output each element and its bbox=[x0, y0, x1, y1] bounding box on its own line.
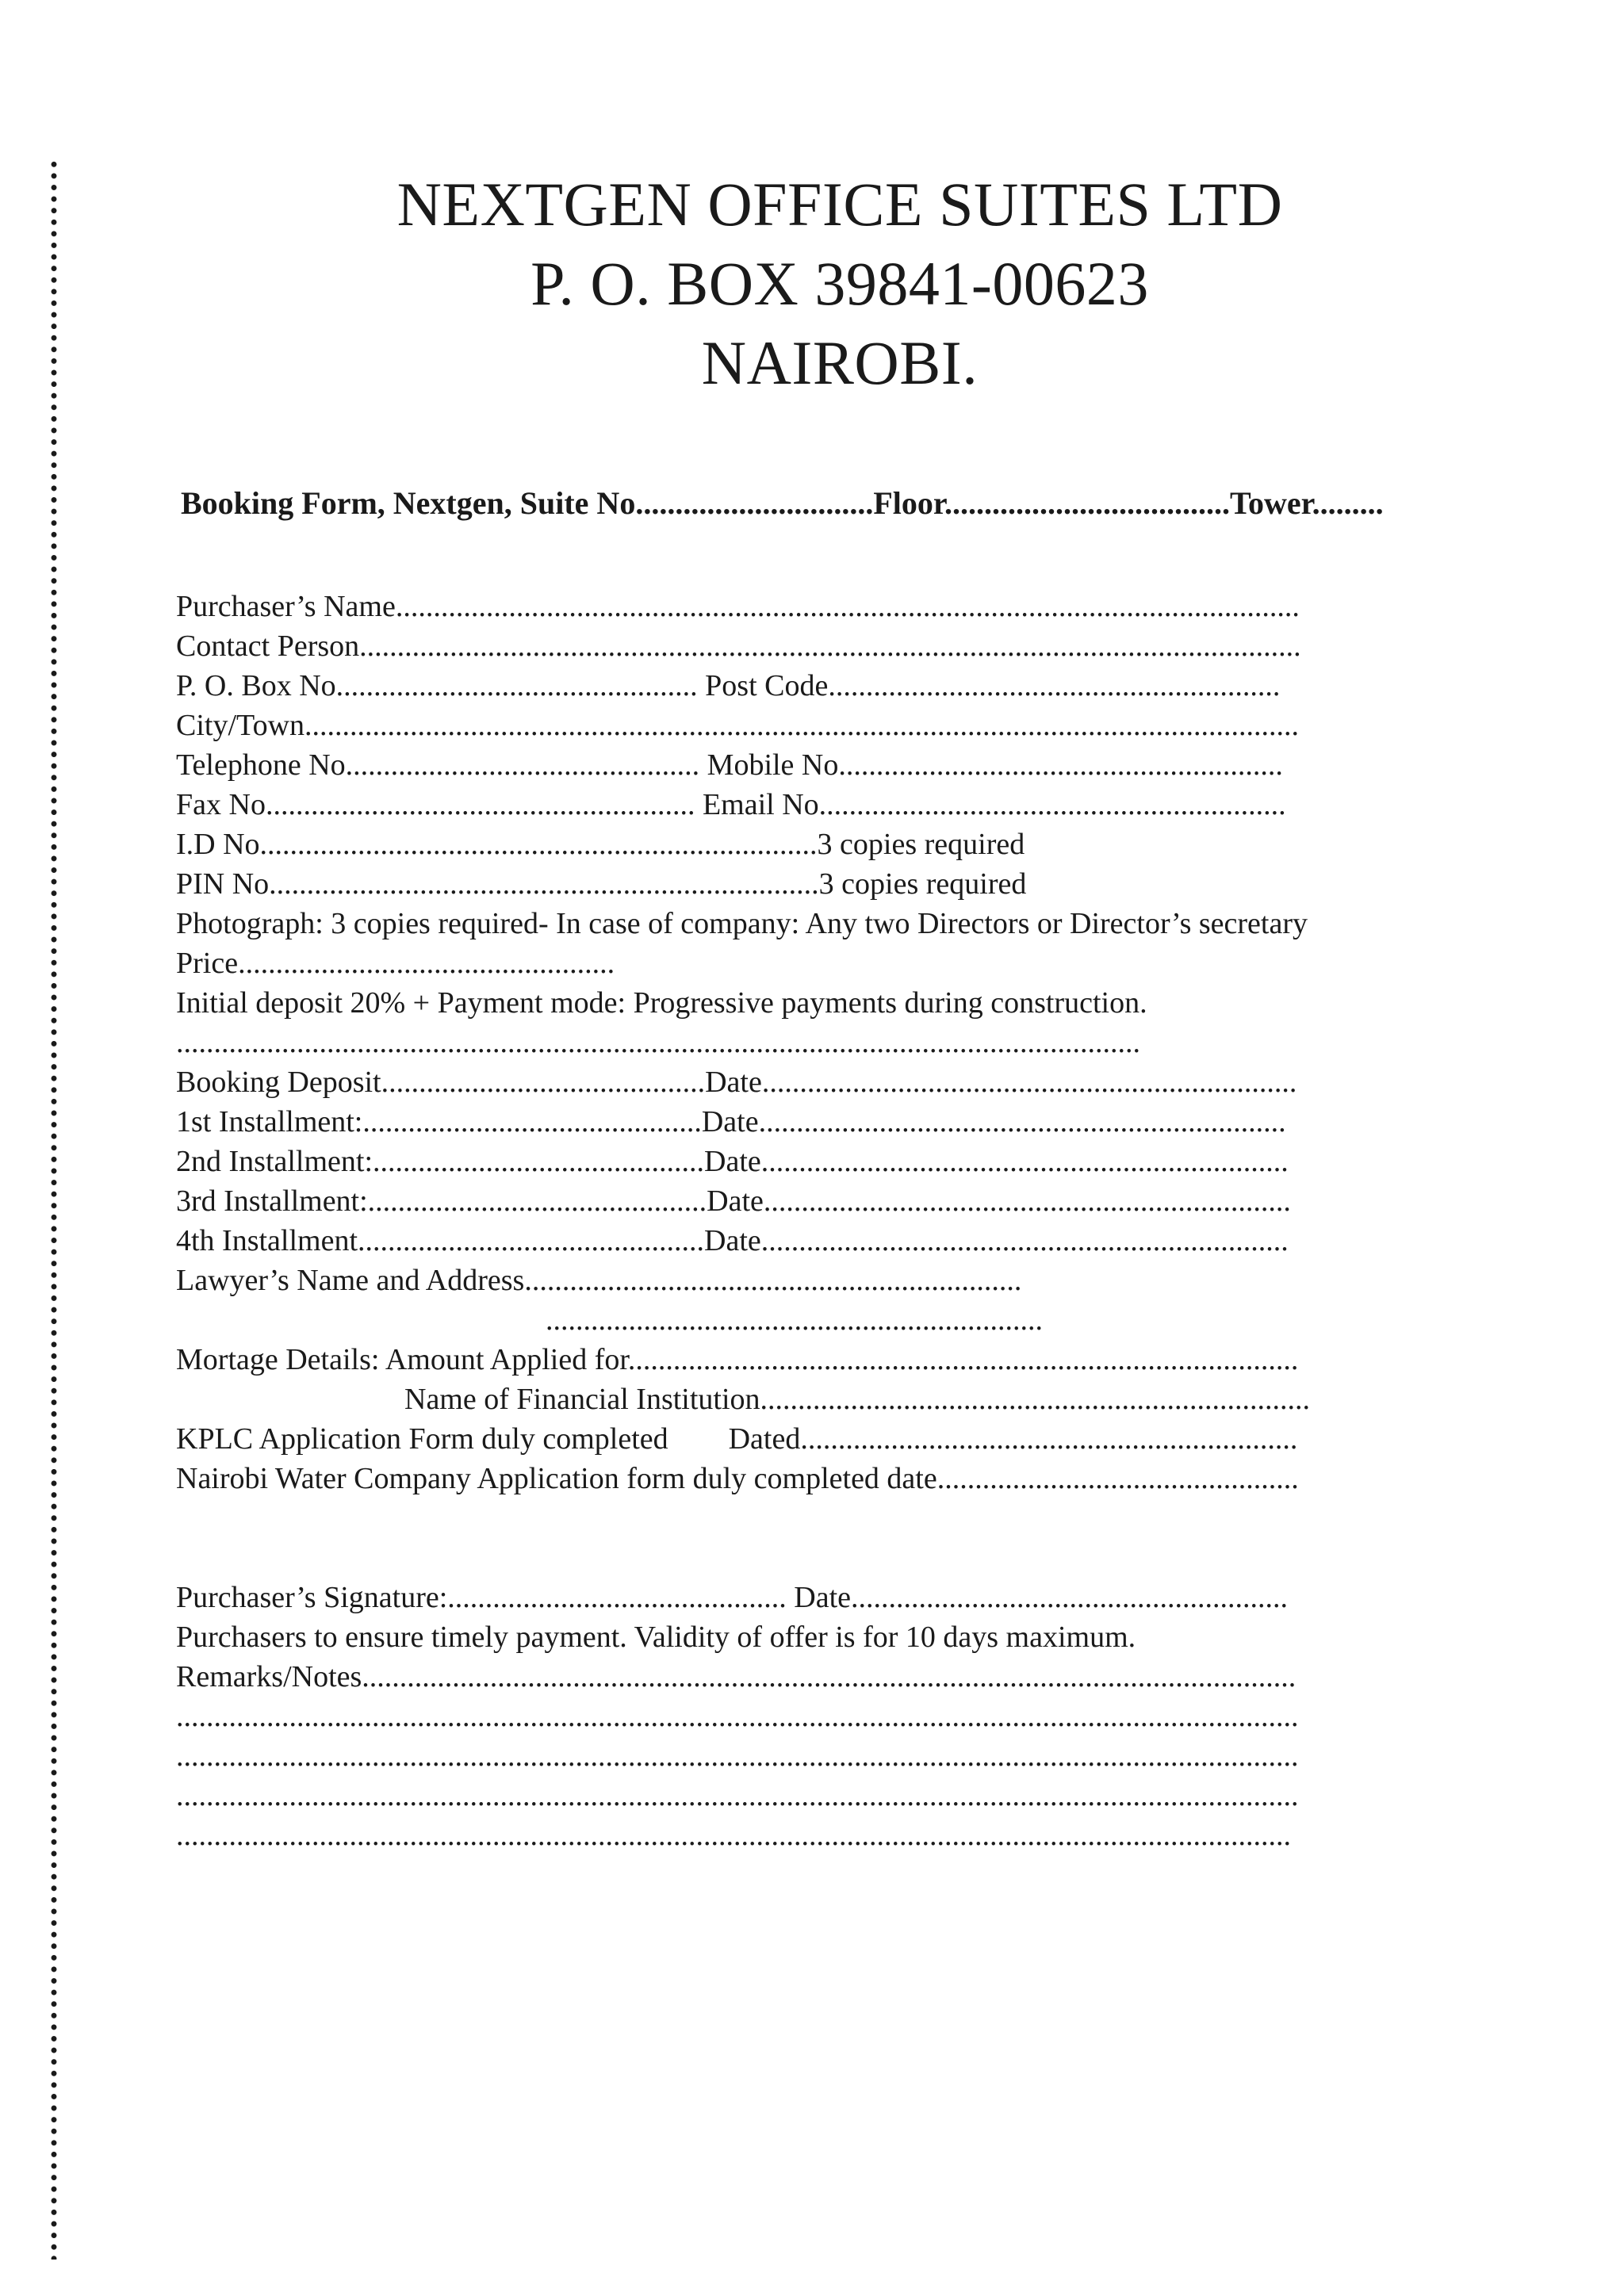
spacer bbox=[176, 1498, 1310, 1578]
mortgage-amount-field[interactable]: Mortage Details: Amount Applied for......................................................................................... bbox=[176, 1343, 1299, 1376]
remarks-field[interactable]: Remarks/Notes............................................................................................................................ bbox=[176, 1660, 1297, 1693]
kplc-field[interactable]: KPLC Application Form duly completed Dated.................................................................. bbox=[176, 1422, 1298, 1456]
form-title: Booking Form, Nextgen, Suite No..............................Floor....................................Tower......... bbox=[181, 485, 1384, 521]
purchaser-name-field[interactable]: Purchaser’s Name........................................................................................................................ bbox=[176, 590, 1300, 623]
installment-4-field[interactable]: 4th Installment..............................................Date...................................................................... bbox=[176, 1224, 1289, 1257]
po-box-address: P. O. BOX 39841-00623 bbox=[530, 249, 1149, 318]
signature-field[interactable]: Purchaser’s Signature:............................................. Date.......................................................... bbox=[176, 1581, 1289, 1614]
price-field[interactable]: Price.................................................. bbox=[176, 947, 615, 980]
remarks-line[interactable]: ..................................................................................................................................................... bbox=[176, 1779, 1299, 1812]
installment-2-field[interactable]: 2nd Installment:............................................Date...................................................................... bbox=[176, 1145, 1289, 1178]
installment-3-field[interactable]: 3rd Installment:.............................................Date...................................................................... bbox=[176, 1184, 1291, 1218]
fax-email-field[interactable]: Fax No......................................................... Email No.............................................................. bbox=[176, 788, 1286, 821]
initial-deposit-field[interactable]: ................................................................................................................................ bbox=[176, 1026, 1140, 1059]
remarks-line[interactable]: ..................................................................................................................................................... bbox=[176, 1739, 1299, 1773]
letterhead bbox=[0, 165, 1624, 403]
contact-person-field[interactable]: Contact Person............................................................................................................................. bbox=[176, 629, 1301, 663]
company-name: NEXTGEN OFFICE SUITES LTD bbox=[396, 170, 1283, 239]
city-name: NAIROBI. bbox=[701, 328, 979, 397]
initial-deposit-note: Initial deposit 20% + Payment mode: Progressive payments during construction. bbox=[176, 986, 1147, 1020]
photograph-note: Photograph: 3 copies required- In case of company: Any two Directors or Director’s secretary bbox=[176, 907, 1308, 940]
telephone-mobile-field[interactable]: Telephone No............................................... Mobile No........................................................... bbox=[176, 748, 1283, 782]
city-town-field[interactable]: City/Town.................................................................................................................................... bbox=[176, 709, 1300, 742]
installment-1-field[interactable]: 1st Installment:.............................................Date...................................................................... bbox=[176, 1105, 1286, 1138]
form-fields bbox=[176, 587, 1310, 1855]
booking-deposit-field[interactable]: Booking Deposit...........................................Date....................................................................... bbox=[176, 1066, 1297, 1099]
water-field[interactable]: Nairobi Water Company Application form duly completed date................................................ bbox=[176, 1462, 1299, 1495]
pin-no-field[interactable]: PIN No.........................................................................3 copies required bbox=[176, 867, 1027, 901]
validity-note: Purchasers to ensure timely payment. Validity of offer is for 10 days maximum. bbox=[176, 1621, 1136, 1654]
lawyer-address-field[interactable]: .................................................................. bbox=[546, 1303, 1043, 1337]
id-no-field[interactable]: I.D No..........................................................................3 copies required bbox=[176, 828, 1025, 861]
po-box-post-code-field[interactable]: P. O. Box No................................................ Post Code............................................................ bbox=[176, 669, 1281, 702]
mortgage-institution-field[interactable]: Name of Financial Institution......................................................................... bbox=[404, 1383, 1311, 1416]
perforation-edge bbox=[51, 159, 57, 2260]
remarks-line[interactable]: .................................................................................................................................................... bbox=[176, 1819, 1291, 1852]
lawyer-field[interactable]: Lawyer’s Name and Address.................................................................. bbox=[176, 1264, 1022, 1297]
remarks-line[interactable]: ..................................................................................................................................................... bbox=[176, 1700, 1299, 1733]
